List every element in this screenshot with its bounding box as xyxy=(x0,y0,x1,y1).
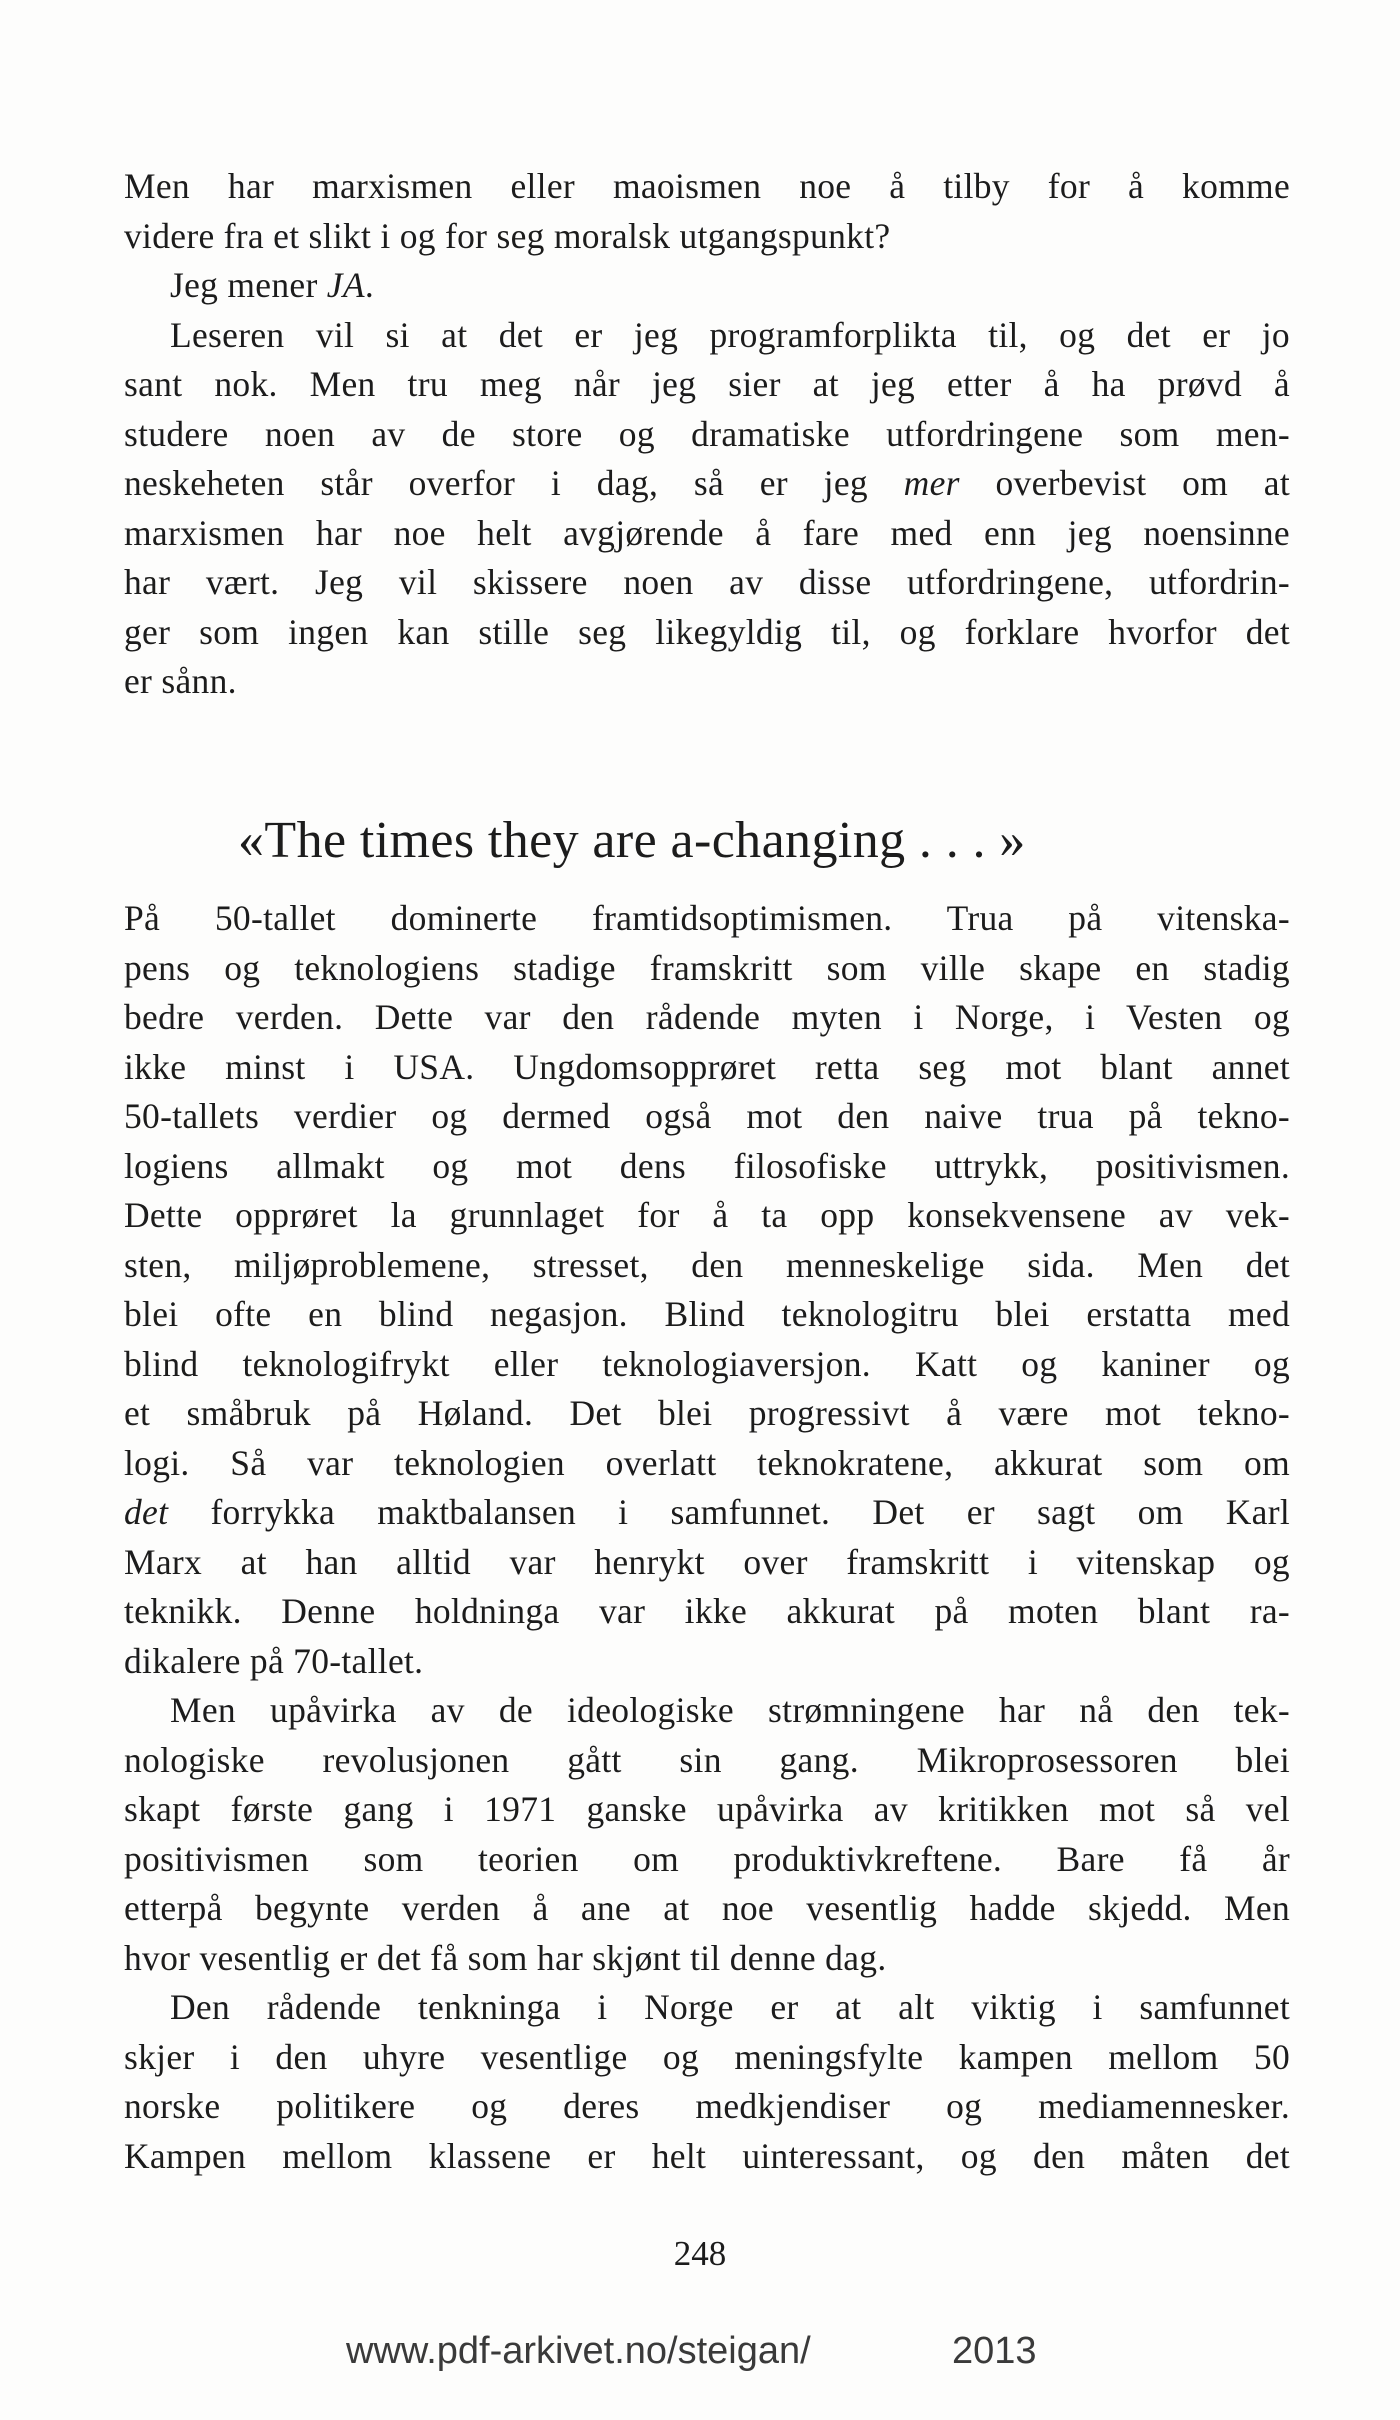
text-line: er sånn. xyxy=(124,661,237,701)
text-line: pens og teknologiens stadige framskritt som ville skape en stadig xyxy=(124,947,1290,988)
text-line: skapt første gang i 1971 ganske upåvirka av kritikken mot så vel xyxy=(124,1789,1290,1829)
text-line: marxismen har noe helt avgjørende å fare med enn jeg noensinne xyxy=(124,512,1290,553)
text-line: et småbruk på Høland. Det blei progressivt å være mot tekno- xyxy=(124,1393,1290,1433)
intro-paragraphs xyxy=(124,162,1290,707)
text-segment: forrykka maktbalansen i samfunnet. Det er sagt om Karl xyxy=(168,1492,1290,1532)
text-line: Dette opprøret la grunnlaget for å ta opp konsekvensene av vek- xyxy=(124,1195,1290,1235)
text-line: Kampen mellom klassene er helt uinteressant, og den måten det xyxy=(124,2135,1290,2176)
text-line: teknikk. Denne holdninga var ikke akkurat på moten blant ra- xyxy=(124,1591,1290,1631)
text-line: norske politikere og deres medkjendiser og mediamennesker. xyxy=(124,2086,1290,2126)
text-line: 50-tallets verdier og dermed også mot den naive trua på tekno- xyxy=(124,1096,1290,1136)
text-line: skjer i den uhyre vesentlige og meningsfylte kampen mellom 50 xyxy=(124,2036,1290,2077)
text-line: har vært. Jeg vil skissere noen av disse utfordringene, utfordrin- xyxy=(124,562,1290,602)
text-segment: . xyxy=(364,265,375,305)
section-body-paragraphs xyxy=(124,894,1290,2181)
text-line: Leseren vil si at det er jeg programforplikta til, og det er jo xyxy=(170,314,1290,355)
text-line xyxy=(124,459,1290,509)
text-line: videre fra et slikt i og for seg moralsk utgangspunkt? xyxy=(124,215,891,256)
text-line: blei ofte en blind negasjon. Blind teknologitru blei erstatta med xyxy=(124,1294,1290,1334)
text-line: Men upåvirka av de ideologiske strømningene har nå den tek- xyxy=(170,1690,1290,1730)
text-segment: overbevist om at xyxy=(959,463,1290,503)
text-line: dikalere på 70-tallet. xyxy=(124,1640,424,1681)
text-segment: neskeheten står overfor i dag, så er jeg xyxy=(124,463,904,503)
text-segment: Jeg mener xyxy=(170,265,327,305)
text-line: studere noen av de store og dramatiske utfordringene som men- xyxy=(124,413,1290,454)
section-heading: «The times they are a-changing . . . » xyxy=(238,812,1026,869)
page-number: 248 xyxy=(673,2234,727,2273)
emphasized-word: det xyxy=(124,1492,169,1532)
footer-year: 2013 xyxy=(952,2330,1037,2372)
emphasized-word: JA xyxy=(326,265,365,305)
footer-url: www.pdf-arkivet.no/steigan/ xyxy=(346,2330,811,2372)
text-line: positivismen som teorien om produktivkreftene. Bare få år xyxy=(124,1838,1290,1879)
emphasized-word: mer xyxy=(903,463,960,503)
text-line: nologiske revolusjonen gått sin gang. Mikroprosessoren blei xyxy=(124,1739,1290,1780)
text-line: sten, miljøproblemene, stresset, den menneskelige sida. Men det xyxy=(124,1244,1290,1285)
text-line: blind teknologifrykt eller teknologiaversjon. Katt og kaniner og xyxy=(124,1343,1290,1384)
text-line: hvor vesentlig er det få som har skjønt til denne dag. xyxy=(124,1937,887,1978)
text-line xyxy=(124,261,1290,311)
text-line: Men har marxismen eller maoismen noe å tilby for å komme xyxy=(124,166,1290,206)
text-line: Marx at han alltid var henrykt over framskritt i vitenskap og xyxy=(124,1541,1290,1582)
text-line: Den rådende tenkninga i Norge er at alt viktig i samfunnet xyxy=(170,1987,1290,2027)
text-line: På 50-tallet dominerte framtidsoptimismen. Trua på vitenska- xyxy=(124,898,1290,938)
text-line: bedre verden. Dette var den rådende myten i Norge, i Vesten og xyxy=(124,997,1290,1037)
text-line: etterpå begynte verden å ane at noe vesentlig hadde skjedd. Men xyxy=(124,1888,1290,1928)
text-line: ikke minst i USA. Ungdomsopprøret retta seg mot blant annet xyxy=(124,1046,1290,1087)
text-line: logiens allmakt og mot dens filosofiske uttrykk, positivismen. xyxy=(124,1145,1290,1186)
text-line: ger som ingen kan stille seg likegyldig til, og forklare hvorfor det xyxy=(124,611,1290,652)
text-line: sant nok. Men tru meg når jeg sier at jeg etter å ha prøvd å xyxy=(124,364,1290,404)
text-line xyxy=(124,1488,1290,1538)
text-line: logi. Så var teknologien overlatt teknokratene, akkurat som om xyxy=(124,1442,1290,1483)
